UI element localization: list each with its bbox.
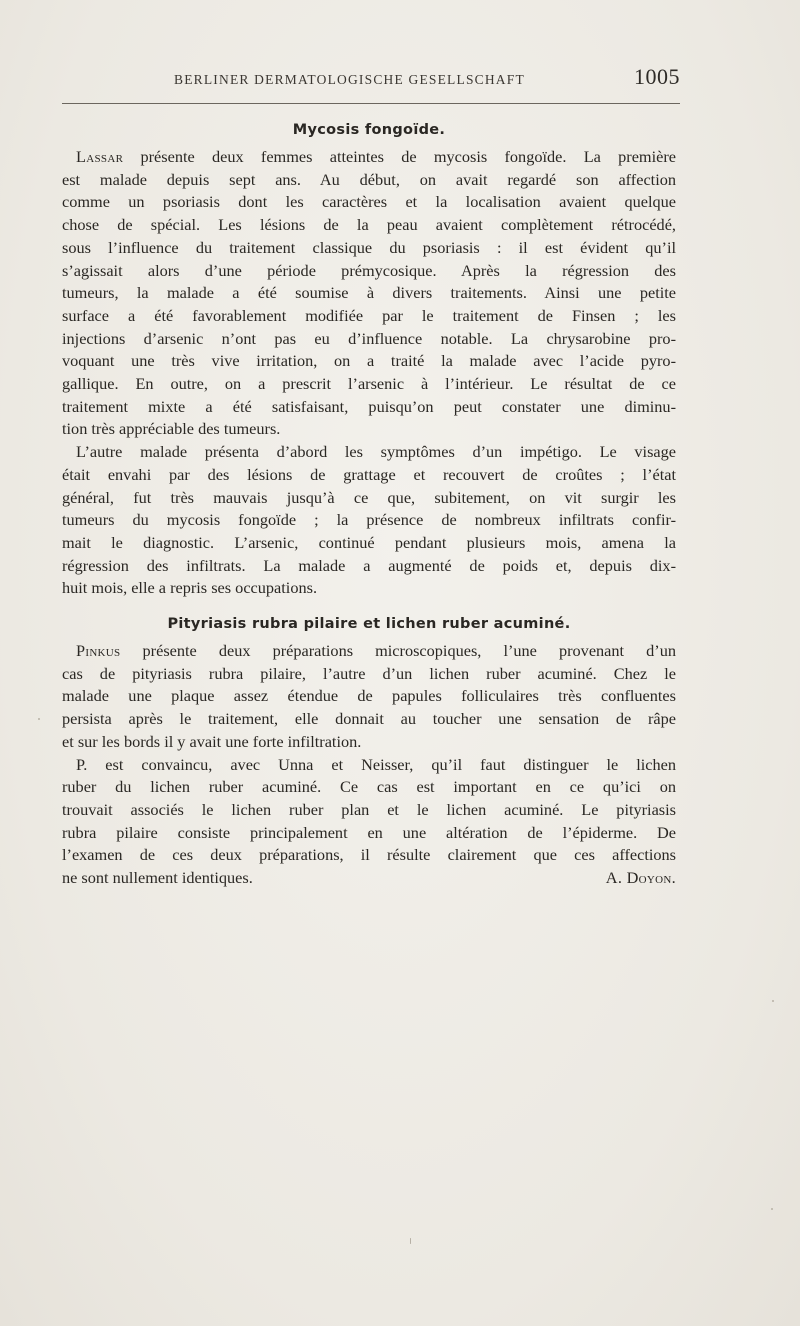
paper-speck (38, 718, 40, 720)
text-line: injections d’arsenic n’ont pas eu d’influence notable. La chrysarobine pro- (62, 328, 676, 348)
author-name-pinkus: Pinkus (76, 641, 121, 661)
text-line: était envahi par des lésions de grattage et recouvert de croûtes ; l’état (62, 464, 676, 484)
text-line: tumeurs du mycosis fongoïde ; la présence de nombreux infiltrats confir- (62, 510, 676, 530)
text-line: Pinkus présente deux préparations microscopiques, l’une provenant d’un (76, 641, 676, 661)
section-title-pityriasis: Pityriasis rubra pilaire et lichen ruber acuminé. (167, 616, 571, 633)
page-number: 1005 (634, 64, 680, 89)
text-line: P. est convaincu, avec Unna et Neisser, qu’il faut distinguer le lichen (76, 754, 676, 774)
text-line: persista après le traitement, elle donnait au toucher une sensation de râpe (62, 709, 676, 729)
article-body (62, 122, 676, 890)
text-line: général, fut très mauvais jusqu’à ce que, subitement, on vit surgir les (62, 487, 676, 507)
text-line: malade une plaque assez étendue de papules folliculaires très confluentes (62, 686, 676, 706)
text-line: voquant une très vive irritation, on a traité la malade avec l’acide pyro- (62, 351, 676, 371)
text-line: ruber du lichen ruber acuminé. Ce cas est important en ce qu’ici on (62, 777, 676, 797)
text-line: cas de pityriasis rubra pilaire, l’autre d’un lichen ruber acuminé. Chez le (62, 663, 676, 683)
paragraph-discussion (62, 754, 676, 890)
text-line: l’examen de ces deux préparations, il résulte clairement que ces affections (62, 845, 676, 865)
text-line: L’autre malade présenta d’abord les symptômes d’un impétigo. Le visage (76, 442, 676, 462)
text-line: régression des infiltrats. La malade a augmenté de poids et, depuis dix- (62, 555, 676, 575)
text-line: ne sont nullement identiques. A. Doyon. (62, 867, 676, 890)
section-title-mycosis: Mycosis fongoïde. (292, 122, 446, 138)
header-rule (62, 103, 680, 104)
text-line: mait le diagnostic. L’arsenic, continué pendant plusieurs mois, amena la (62, 532, 676, 552)
text-line: gallique. En outre, on a prescrit l’arsenic à l’intérieur. Le résultat de ce (62, 374, 676, 394)
paragraph-lassar (62, 146, 676, 441)
text-line: tumeurs, la malade a été soumise à divers traitements. Ainsi une petite (62, 283, 676, 303)
text-line: rubra pilaire consiste principalement en une altération de l’épiderme. De (62, 822, 676, 842)
text-line: sous l’influence du traitement classique du psoriasis : il est évident qu’il (62, 237, 676, 257)
page-header (62, 66, 680, 96)
text-line: tion très appréciable des tumeurs. (62, 419, 281, 439)
text-line: surface a été favorablement modifiée par le traitement de Finsen ; les (62, 305, 676, 325)
running-head: BERLINER DERMATOLOGISCHE GESELLSCHAFT (174, 72, 525, 87)
text-line: huit mois, elle a repris ses occupations. (62, 578, 318, 598)
text-line: est malade depuis sept ans. Au début, on avait regardé son affection (62, 169, 676, 189)
text-line: chose de spécial. Les lésions de la peau avaient complètement rétrocédé, (62, 215, 676, 235)
text-line: trouvait associés le lichen ruber plan et le lichen acuminé. Le pityriasis (62, 799, 676, 819)
paragraph-second-patient (62, 441, 676, 600)
text-line: traitement mixte a été satisfaisant, puisqu’on peut constater une diminu- (62, 396, 676, 416)
paper-speck (771, 1208, 773, 1210)
text-line: Lassar présente deux femmes atteintes de mycosis fongoïde. La première (76, 147, 676, 166)
paragraph-pinkus (62, 640, 676, 754)
paper-speck (772, 1000, 774, 1002)
text-line: comme un psoriasis dont les caractères et la localisation avaient quelque (62, 192, 676, 212)
author-name-lassar: Lassar (76, 147, 124, 166)
paper-speck (410, 1238, 411, 1244)
text-line: s’agissait alors d’une période prémycosique. Après la régression des (62, 260, 676, 280)
text-line: et sur les bords il y avait une forte infiltration. (62, 731, 362, 751)
signature: A. Doyon. (605, 868, 676, 888)
